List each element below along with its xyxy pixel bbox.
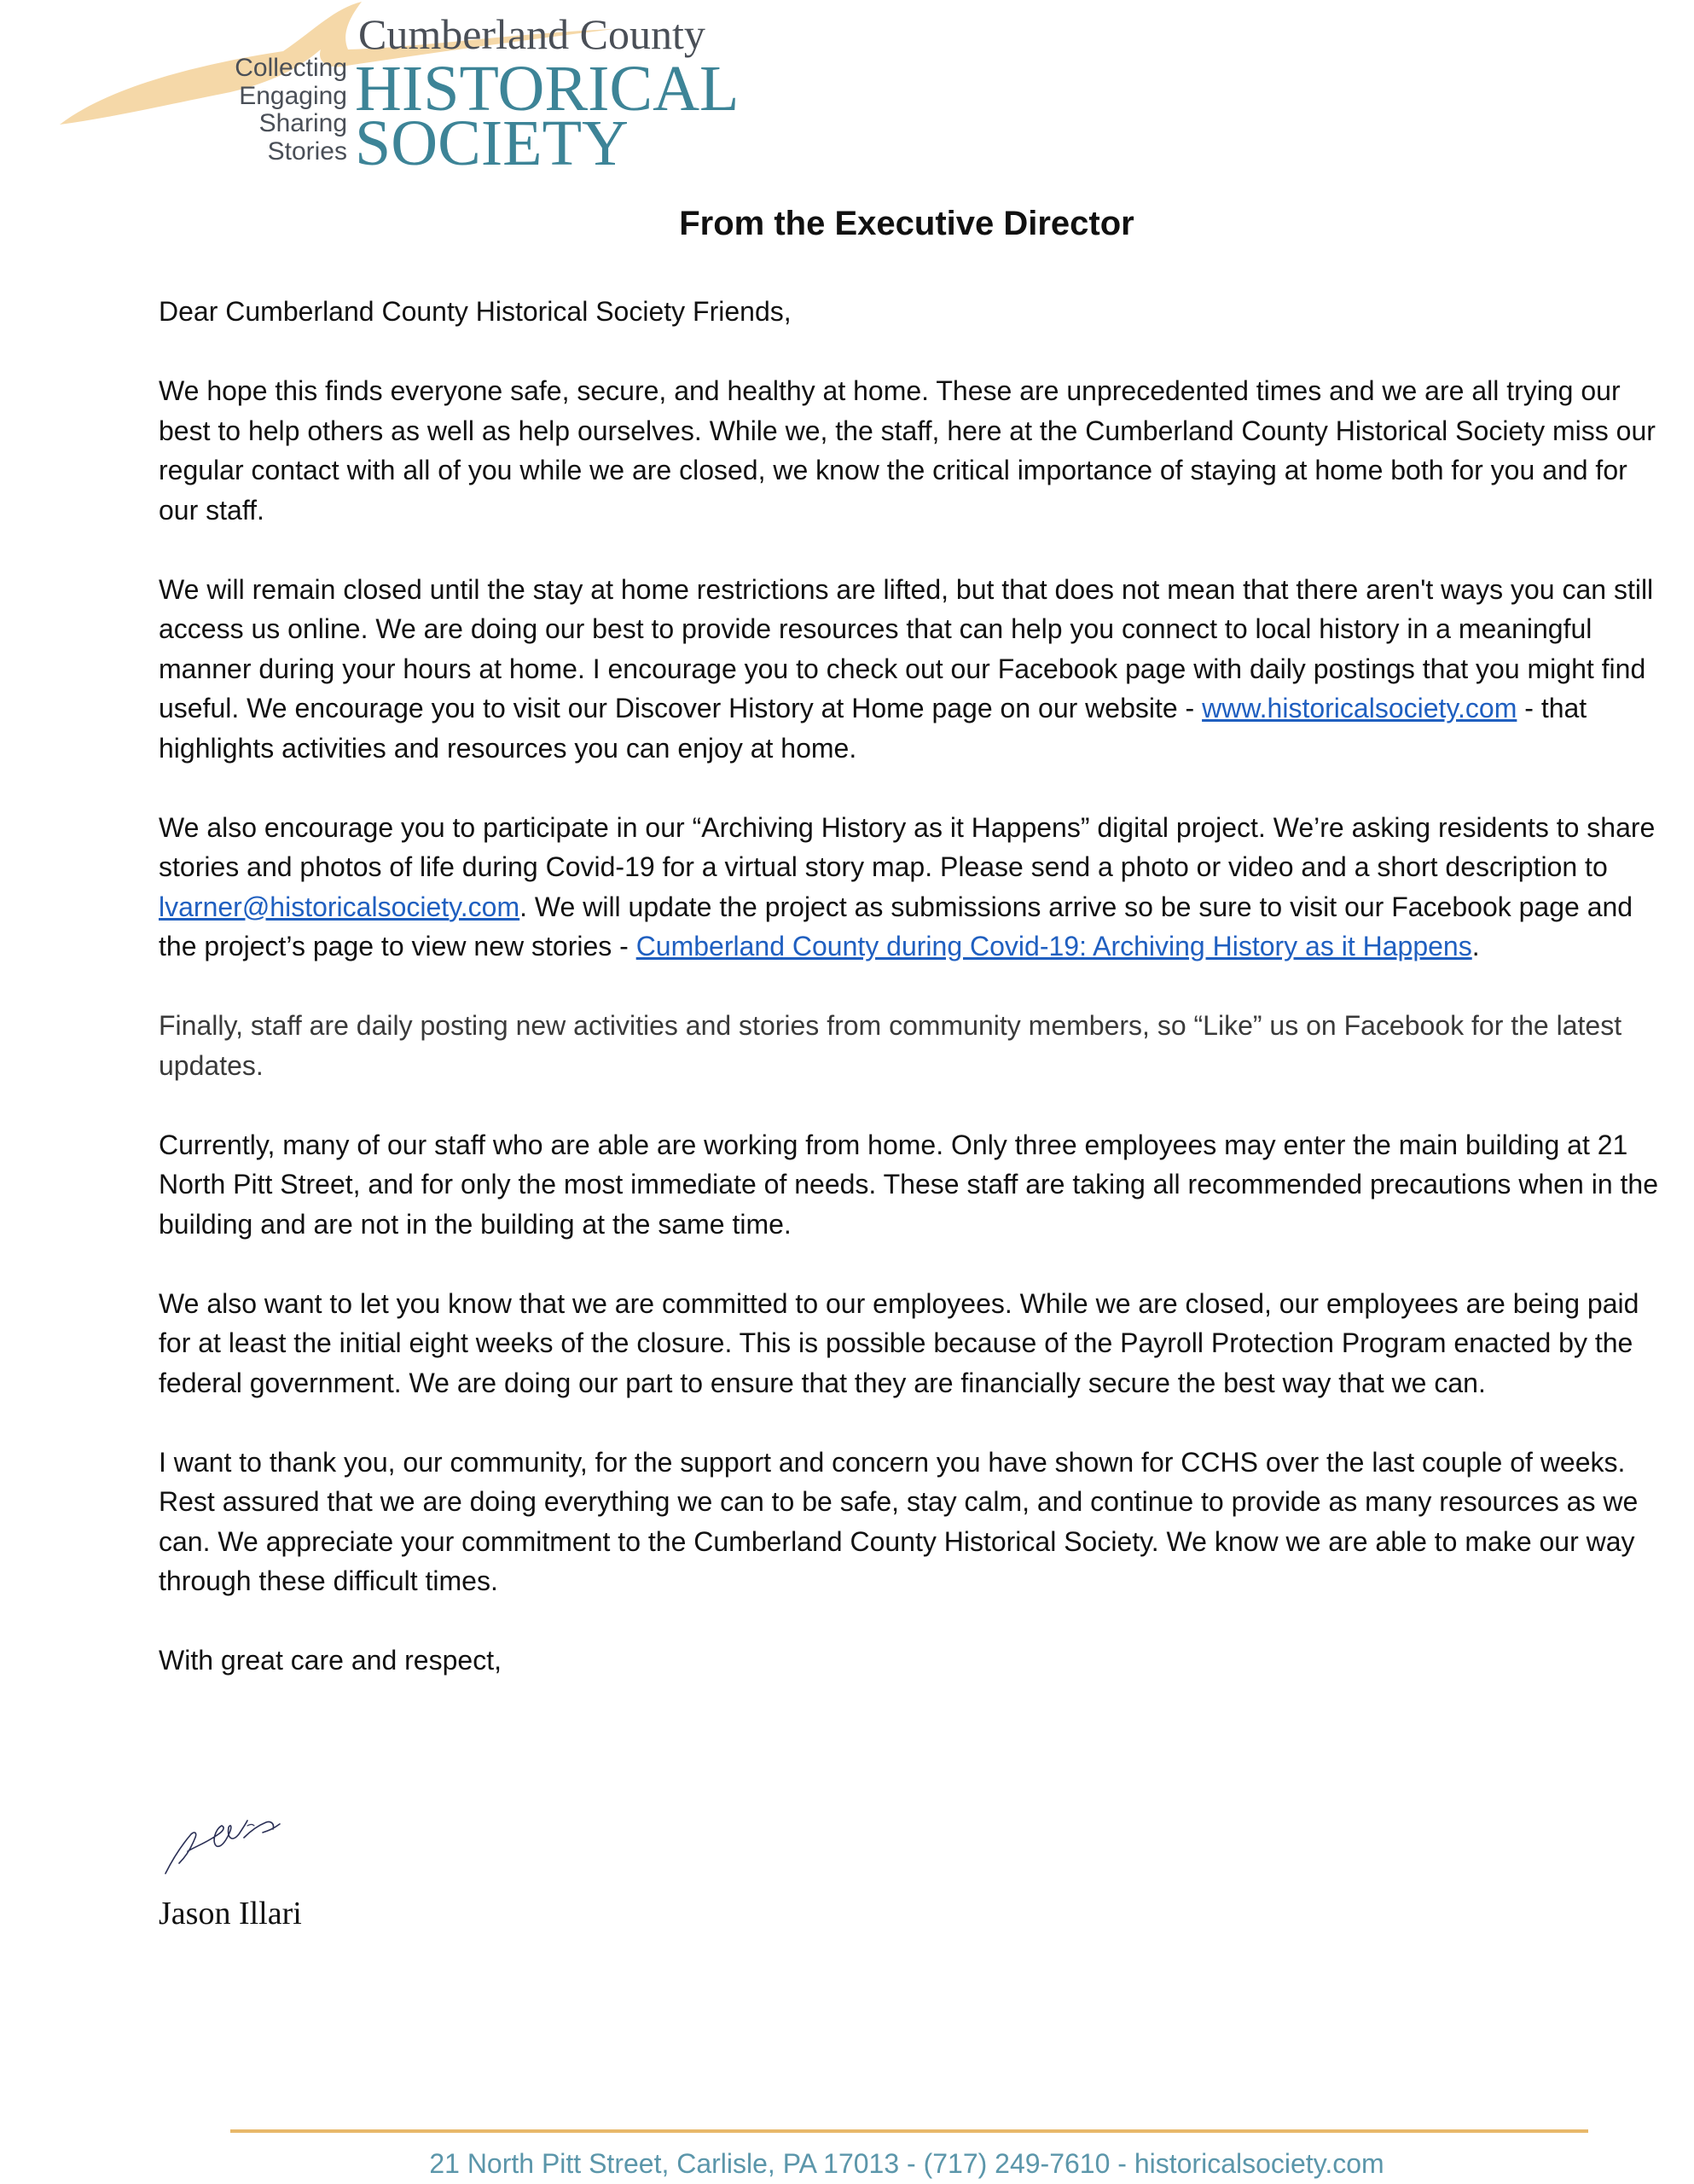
logo-society-word: SOCIETY bbox=[355, 107, 629, 179]
salutation: Dear Cumberland County Historical Society Friends, bbox=[159, 296, 792, 327]
logo-county-name: Cumberland County bbox=[358, 10, 705, 58]
letter-title: From the Executive Director bbox=[679, 205, 1134, 242]
handwritten-signature bbox=[162, 1809, 290, 1877]
paragraph-4: Finally, staff are daily posting new activities and stories from community members, so “Like” us on Facebook for the latest updates. bbox=[159, 1010, 1622, 1081]
paragraph-2-text: We will remain closed until the stay at home restrictions are lifted, but that does not mean that there aren't ways you can still access us online. We are doing our best to provide resources that can help you connect to local history in a meaningful manner during your hours at home. I encourage you to check out our Facebook page with daily postings that you might find useful. We encourage you to visit our Discover History at Home page on our website - bbox=[159, 573, 1654, 723]
paragraph-2 bbox=[159, 570, 1660, 769]
footer-divider bbox=[230, 2129, 1588, 2133]
signer-name: Jason Illari bbox=[159, 1896, 302, 1931]
project-page-link[interactable]: Cumberland County during Covid-19: Archiving History as it Happens bbox=[635, 931, 1472, 961]
paragraph-3-text: We also encourage you to participate in our “Archiving History as it Happens” digital project. We’re asking residents to share stories and photos of life during Covid-19 for a virtual story map. Please send a photo or video and a short description to bbox=[159, 811, 1656, 882]
website-link[interactable]: www.historicalsociety.com bbox=[1202, 693, 1517, 723]
tagline-word: Collecting bbox=[235, 54, 347, 82]
paragraph-3 bbox=[159, 808, 1660, 967]
tagline-word: Stories bbox=[267, 136, 347, 166]
paragraph-7: I want to thank you, our community, for the support and concern you have shown for CCHS over the last couple of weeks. Rest assured that we are doing everything we can to be safe, stay calm, and continue to provide as many resources as we can. We appreciate your commitment to the Cumberland County Historical Society. We know we are able to make our way through these difficult times. bbox=[159, 1446, 1639, 1596]
paragraph-1: We hope this finds everyone safe, secure, and healthy at home. These are unprecedented times and we are all trying our best to help others as well as help ourselves. While we, the staff, here at the Cumberland County Historical Society miss our regular contact with all of you while we are closed, we know the critical importance of staying at home both for you and for our staff. bbox=[159, 375, 1656, 526]
logo-tagline bbox=[158, 55, 347, 166]
closing: With great care and respect, bbox=[159, 1645, 502, 1676]
tagline-word: Engaging bbox=[239, 81, 347, 110]
society-logo bbox=[60, 0, 740, 179]
paragraph-3-text-mid: . We will update the project as submissions arrive so be sure to visit our Facebook page and the project’s page to view new stories - bbox=[159, 891, 1633, 961]
letter-body bbox=[159, 292, 1660, 1720]
email-link[interactable]: lvarner@historicalsociety.com bbox=[159, 891, 520, 922]
logo-historical-word: HISTORICAL bbox=[355, 53, 740, 125]
footer-address: 21 North Pitt Street, Carlisle, PA 17013 - (717) 249-7610 - historicalsociety.com bbox=[429, 2148, 1384, 2179]
paragraph-2-text-end: - that highlights activities and resources you can enjoy at home. bbox=[159, 693, 1587, 764]
tagline-word: Sharing bbox=[258, 109, 347, 137]
paragraph-5: Currently, many of our staff who are able are working from home. Only three employees may enter the main building at 21 North Pitt Street, and for only the most immediate of needs. These staff are taking all recommended precautions when in the building and are not in the building at the same time. bbox=[159, 1129, 1658, 1240]
paragraph-3-text-end: . bbox=[1471, 931, 1480, 961]
paragraph-6: We also want to let you know that we are committed to our employees. While we are closed, our employees are being paid for at least the initial eight weeks of the closure. This is possible because of the Payroll Protection Program enacted by the federal government. We are doing our part to ensure that they are financially secure the best way that we can. bbox=[159, 1287, 1639, 1398]
